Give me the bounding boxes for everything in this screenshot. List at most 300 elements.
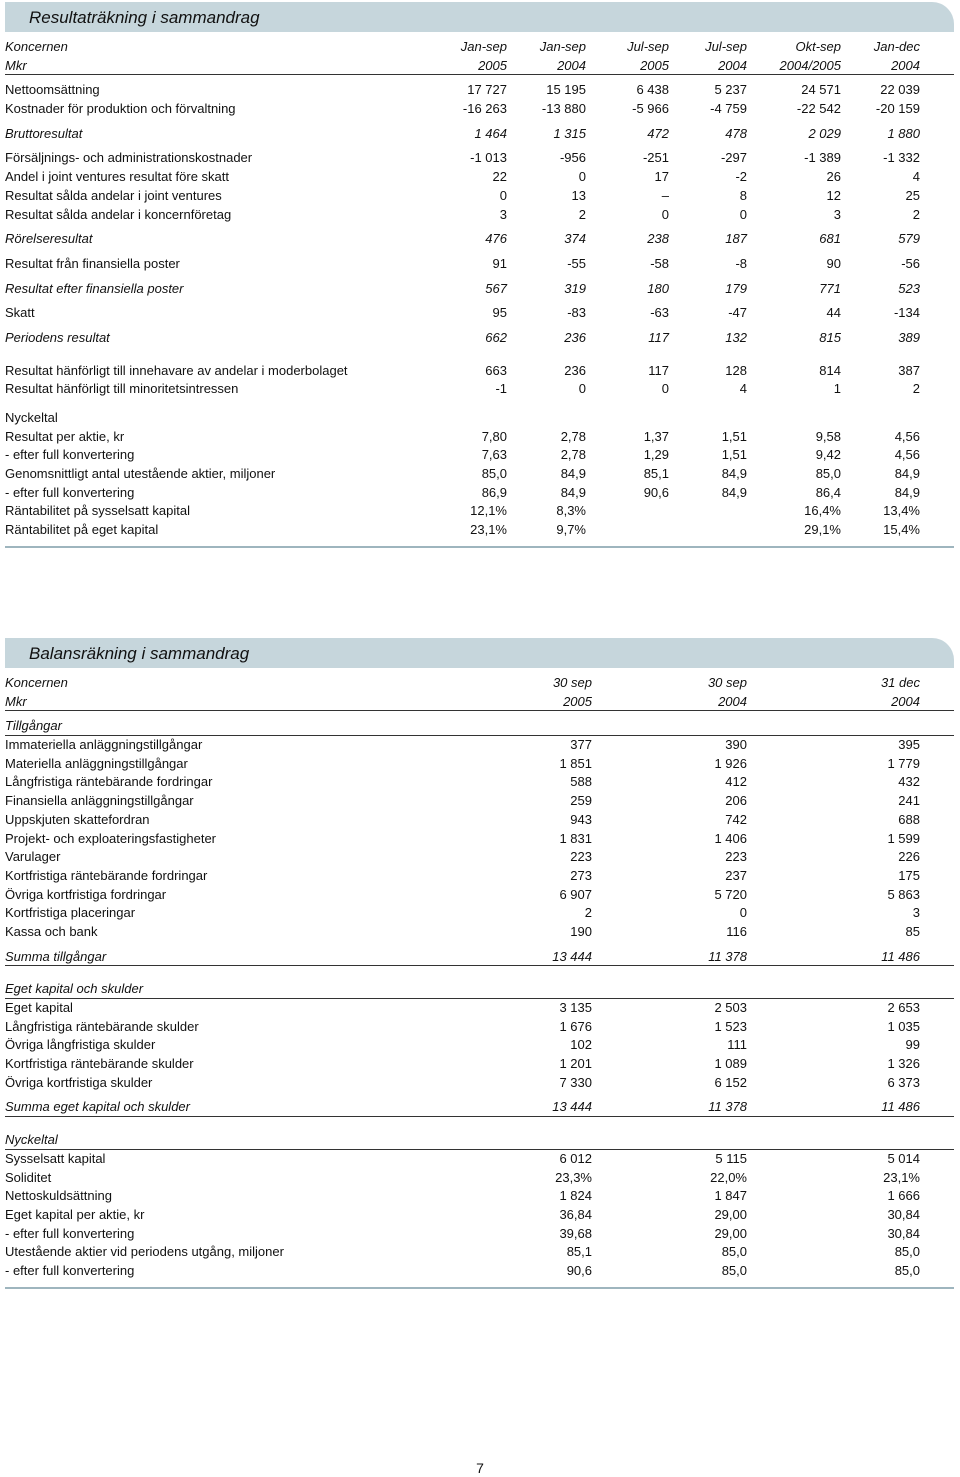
row-label: Eget kapital — [5, 1000, 73, 1015]
row-value-col-1: 2005 — [563, 693, 592, 709]
row-value-col-1: 6 907 — [559, 886, 592, 902]
balance-nyckeltal-title — [5, 1131, 954, 1150]
income-statement-table — [5, 38, 954, 548]
row-value-col-6: 389 — [898, 329, 920, 345]
income-nyckeltal-row — [5, 428, 954, 447]
balance-nyckeltal-row — [5, 1206, 954, 1225]
row-value-col-4: 84,9 — [721, 466, 747, 482]
row-value-col-5: 815 — [819, 329, 841, 345]
row-value-col-3: 1 326 — [887, 1056, 920, 1072]
row-value-col-6: 2004 — [891, 57, 920, 73]
row-value-col-1: 85,0 — [481, 466, 507, 482]
row-value-col-3: 5 863 — [887, 886, 920, 902]
row-value-col-1: 7,63 — [481, 447, 507, 463]
row-value-col-2: 6 152 — [714, 1074, 747, 1090]
row-value-col-3: – — [661, 187, 669, 203]
row-value-col-3: 238 — [647, 231, 669, 247]
row-value-col-6: -56 — [901, 255, 920, 271]
row-value-col-3: -5 966 — [632, 101, 669, 117]
row-value-col-5: -22 542 — [796, 101, 841, 117]
row-value-col-2: 9,7% — [556, 522, 586, 538]
row-label: Resultat från finansiella poster — [5, 255, 180, 271]
row-value-col-2: 11 378 — [708, 1099, 747, 1115]
income-row — [5, 81, 954, 100]
row-value-col-5: 12 — [826, 187, 841, 203]
balance-bottom-rule — [5, 1287, 954, 1289]
row-value-col-3: 1,37 — [643, 428, 669, 444]
row-value-col-2: 236 — [564, 329, 586, 345]
row-value-col-5: 24 571 — [801, 82, 841, 98]
row-value-col-5: 2004/2005 — [779, 57, 841, 73]
row-value-col-2: 15 195 — [546, 82, 586, 98]
row-value-col-4: 4 — [739, 381, 747, 397]
row-value-col-4: -47 — [728, 305, 747, 321]
row-value-col-6: 15,4% — [883, 522, 920, 538]
row-value-col-3: 85,1 — [643, 466, 669, 482]
row-value-col-2: 237 — [725, 867, 747, 883]
row-value-col-3: 2 653 — [887, 1000, 920, 1015]
row-value-col-6: 13,4% — [883, 503, 920, 519]
row-label: Resultat hänförligt till minoritetsintressen — [5, 381, 239, 397]
row-value-col-4: 0 — [739, 206, 747, 222]
row-value-col-2: 84,9 — [560, 484, 586, 500]
balance-nyckeltal-row — [5, 1262, 954, 1281]
balance-assets-total — [5, 948, 954, 967]
income-row — [5, 206, 954, 225]
row-label: Nettoomsättning — [5, 82, 100, 98]
balance-sheet-table — [5, 674, 954, 1289]
row-label: Övriga långfristiga skulder — [5, 1037, 156, 1053]
row-value-col-3: 85,0 — [894, 1244, 920, 1260]
row-value-col-3: -251 — [642, 150, 669, 166]
row-value-col-6: 579 — [898, 231, 920, 247]
row-value-col-5: 3 — [833, 206, 841, 222]
row-value-col-1: 1 464 — [474, 125, 507, 141]
row-value-col-2: 374 — [564, 231, 586, 247]
row-label: Skatt — [5, 305, 35, 321]
row-value-col-2: 30 sep — [707, 675, 747, 690]
row-value-col-3: 90,6 — [643, 484, 669, 500]
row-value-col-4: 1,51 — [721, 447, 747, 463]
balance-asset-row — [5, 848, 954, 867]
row-value-col-1: 1 831 — [559, 830, 592, 846]
row-value-col-4: 128 — [725, 362, 747, 378]
row-label: Soliditet — [5, 1169, 52, 1185]
row-value-col-1: 662 — [485, 329, 507, 345]
row-label: Finansiella anläggningstillgångar — [5, 793, 194, 809]
row-value-col-2: 85,0 — [721, 1244, 747, 1260]
row-label: Resultat efter finansiella poster — [5, 280, 184, 296]
row-value-col-3: 3 — [912, 905, 920, 921]
row-value-col-4: 132 — [725, 329, 747, 345]
row-label: - efter full konvertering — [5, 484, 135, 500]
row-label: Andel i joint ventures resultat före skatt — [5, 169, 230, 185]
row-value-col-2: 29,00 — [714, 1206, 747, 1222]
row-value-col-1: 23,3% — [555, 1169, 592, 1185]
row-label: Eget kapital och skulder — [5, 981, 144, 997]
balance-nyckeltal-row — [5, 1150, 954, 1169]
row-value-col-6: 2 — [912, 381, 920, 397]
row-value-col-1: Jan-sep — [460, 39, 507, 54]
row-value-col-3: 180 — [647, 280, 669, 296]
row-value-col-2: -83 — [567, 305, 586, 321]
row-label: Periodens resultat — [5, 329, 110, 345]
row-value-col-3: Jul-sep — [627, 39, 669, 54]
row-value-col-5: 9,42 — [815, 447, 841, 463]
row-label: Långfristiga räntebärande fordringar — [5, 774, 213, 790]
balance-header-row-2 — [5, 693, 954, 712]
row-label: Nyckeltal — [5, 410, 58, 425]
row-value-col-2: 29,00 — [714, 1225, 747, 1241]
balance-nyckeltal-row — [5, 1225, 954, 1244]
row-value-col-2: 206 — [725, 793, 747, 809]
row-value-col-2: 85,0 — [721, 1262, 747, 1278]
row-label: Kortfristiga placeringar — [5, 905, 136, 921]
row-value-col-6: -20 159 — [875, 101, 920, 117]
row-value-col-2: 2004 — [718, 693, 747, 709]
row-value-col-3: 432 — [898, 774, 920, 790]
row-value-col-6: -1 332 — [883, 150, 920, 166]
row-value-col-1: 476 — [485, 231, 507, 247]
row-value-col-5: 814 — [819, 362, 841, 378]
row-value-col-6: 523 — [898, 280, 920, 296]
row-value-col-1: 663 — [485, 362, 507, 378]
row-value-col-4: Jul-sep — [705, 39, 747, 54]
row-value-col-6: 2 — [912, 206, 920, 222]
row-value-col-1: 259 — [570, 793, 592, 809]
row-value-col-1: 91 — [492, 255, 507, 271]
balance-asset-row — [5, 736, 954, 755]
row-value-col-3: 0 — [661, 206, 669, 222]
row-value-col-6: 25 — [905, 187, 920, 203]
row-value-col-1: 190 — [570, 923, 592, 939]
row-label: Resultat per aktie, kr — [5, 428, 125, 444]
row-label: Summa eget kapital och skulder — [5, 1099, 190, 1115]
income-row — [5, 304, 954, 323]
row-value-col-1: 3 135 — [559, 1000, 592, 1015]
row-value-col-1: -1 013 — [470, 150, 507, 166]
row-value-col-4: 8 — [739, 187, 747, 203]
income-bottom-rule — [5, 546, 954, 548]
row-value-col-6: 1 880 — [887, 125, 920, 141]
row-value-col-1: 588 — [570, 774, 592, 790]
row-value-col-1: 1 824 — [559, 1188, 592, 1204]
row-value-col-3: 11 486 — [881, 1099, 920, 1115]
row-value-col-3: 0 — [661, 381, 669, 397]
row-value-col-3: 241 — [898, 793, 920, 809]
balance-liab-row — [5, 999, 954, 1018]
row-value-col-2: 13 — [571, 187, 586, 203]
row-value-col-2: 2,78 — [560, 428, 586, 444]
row-value-col-2: -956 — [559, 150, 586, 166]
income-row — [5, 329, 954, 348]
row-label: Projekt- och exploateringsfastigheter — [5, 830, 217, 846]
balance-header-row-1 — [5, 674, 954, 693]
row-value-col-5: 85,0 — [815, 466, 841, 482]
row-value-col-3: 99 — [905, 1037, 920, 1053]
income-row — [5, 149, 954, 168]
balance-asset-row — [5, 830, 954, 849]
row-label: Eget kapital per aktie, kr — [5, 1206, 145, 1222]
row-label: Utestående aktier vid periodens utgång, miljoner — [5, 1244, 284, 1260]
income-statement-title-band — [5, 2, 954, 32]
balance-nyckeltal-row — [5, 1187, 954, 1206]
row-value-col-2: -55 — [567, 255, 586, 271]
row-value-col-3: 6 438 — [636, 82, 669, 98]
row-label: Tillgångar — [5, 718, 62, 734]
row-value-col-4: -297 — [720, 150, 747, 166]
row-label: Kortfristiga räntebärande skulder — [5, 1056, 194, 1072]
row-value-col-2: 1 406 — [714, 830, 747, 846]
row-value-col-4: 179 — [725, 280, 747, 296]
row-value-col-6: 84,9 — [894, 484, 920, 500]
row-value-col-2: 22,0% — [710, 1169, 747, 1185]
income-row — [5, 100, 954, 119]
row-value-col-5: 9,58 — [815, 428, 841, 444]
row-value-col-2: 1 847 — [714, 1188, 747, 1204]
balance-asset-row — [5, 811, 954, 830]
balance-liab-row — [5, 1018, 954, 1037]
page-number: 7 — [476, 1460, 484, 1476]
balance-nyckeltal-row — [5, 1169, 954, 1188]
row-value-col-6: 387 — [898, 362, 920, 378]
balance-liab-row — [5, 1036, 954, 1055]
income-nyckeltal-row — [5, 446, 954, 465]
row-value-col-4: 1,51 — [721, 428, 747, 444]
row-value-col-3: 31 dec — [880, 675, 920, 690]
row-value-col-1: 3 — [499, 206, 507, 222]
row-value-col-3: 117 — [648, 329, 669, 345]
income-row — [5, 380, 954, 399]
row-label: Räntabilitet på eget kapital — [5, 522, 159, 538]
row-value-col-3: 1 035 — [887, 1018, 920, 1034]
row-value-col-5: 90 — [826, 255, 841, 271]
row-value-col-3: 11 486 — [881, 948, 920, 964]
row-value-col-1: 1 676 — [559, 1018, 592, 1034]
row-label: Mkr — [5, 693, 27, 709]
row-value-col-1: 86,9 — [481, 484, 507, 500]
row-value-col-6: 4 — [912, 169, 920, 185]
row-value-col-1: 102 — [570, 1037, 592, 1053]
row-value-col-3: 2004 — [891, 693, 920, 709]
row-label: Bruttoresultat — [5, 125, 83, 141]
row-value-col-6: 22 039 — [880, 82, 920, 98]
row-value-col-1: 13 444 — [552, 1099, 592, 1115]
row-value-col-3: 1 779 — [887, 755, 920, 771]
row-value-col-2: 2 — [578, 206, 586, 222]
row-value-col-1: -16 263 — [462, 101, 507, 117]
row-value-col-1: 17 727 — [467, 82, 507, 98]
row-value-col-2: 412 — [725, 774, 747, 790]
balance-asset-row — [5, 867, 954, 886]
row-label: Räntabilitet på sysselsatt kapital — [5, 503, 190, 519]
balance-asset-row — [5, 923, 954, 942]
row-label: Övriga kortfristiga fordringar — [5, 886, 167, 902]
row-value-col-3: 1 666 — [887, 1188, 920, 1204]
row-label: Resultat sålda andelar i joint ventures — [5, 187, 222, 203]
row-value-col-2: -13 880 — [541, 101, 586, 117]
income-statement-title: Resultaträkning i sammandrag — [29, 8, 260, 27]
row-value-col-1: 7,80 — [481, 428, 507, 444]
row-value-col-6: 4,56 — [894, 447, 920, 463]
row-value-col-2: 1 523 — [714, 1018, 747, 1034]
balance-liab-total — [5, 1098, 954, 1117]
row-label: Uppskjuten skattefordran — [5, 811, 150, 827]
row-value-col-3: 688 — [898, 811, 920, 827]
income-nyckeltal-title — [5, 409, 954, 428]
row-value-col-2: 5 720 — [714, 886, 747, 902]
row-value-col-4: 2004 — [718, 57, 747, 73]
balance-sheet-title-band — [5, 638, 954, 668]
row-value-col-2: 1 089 — [714, 1056, 747, 1072]
row-label: Varulager — [5, 849, 61, 865]
row-value-col-4: -2 — [735, 169, 747, 185]
balance-sheet-section — [5, 638, 954, 1289]
row-value-col-3: 2005 — [640, 57, 669, 73]
row-value-col-5: 1 — [833, 381, 841, 397]
row-value-col-4: 478 — [725, 125, 747, 141]
row-value-col-6: -134 — [893, 305, 920, 321]
row-value-col-2: 1 926 — [714, 755, 747, 771]
row-label: Koncernen — [5, 39, 68, 54]
income-row — [5, 362, 954, 381]
row-value-col-5: -1 389 — [804, 150, 841, 166]
row-value-col-5: 29,1% — [804, 522, 841, 538]
row-value-col-1: 1 201 — [559, 1056, 592, 1072]
row-value-col-1: 36,84 — [559, 1206, 592, 1222]
row-label: Försäljnings- och administrationskostnader — [5, 150, 253, 166]
row-value-col-1: 943 — [570, 811, 592, 827]
row-value-col-1: 377 — [570, 737, 592, 753]
row-value-col-1: 2 — [584, 905, 592, 921]
row-value-col-2: 236 — [564, 362, 586, 378]
row-value-col-2: 11 378 — [708, 948, 747, 964]
row-value-col-2: 0 — [578, 381, 586, 397]
row-value-col-3: 1,29 — [643, 447, 669, 463]
row-value-col-1: 567 — [485, 280, 507, 296]
income-nyckeltal-row — [5, 484, 954, 503]
row-value-col-5: Okt-sep — [795, 39, 841, 54]
income-row — [5, 187, 954, 206]
row-label: Resultat hänförligt till innehavare av andelar i moderbolaget — [5, 362, 348, 378]
row-value-col-2: 5 115 — [715, 1150, 747, 1166]
row-value-col-2: 8,3% — [556, 503, 586, 519]
balance-liab-title — [5, 980, 954, 999]
income-statement-section — [5, 2, 954, 548]
row-value-col-6: Jan-dec — [873, 39, 920, 54]
row-value-col-1: 2005 — [478, 57, 507, 73]
row-value-col-3: 85 — [905, 923, 920, 939]
row-label: Kostnader för produktion och förvaltning — [5, 101, 236, 117]
balance-sheet-title: Balansräkning i sammandrag — [29, 644, 250, 663]
row-value-col-2: 319 — [564, 280, 586, 296]
row-value-col-3: 30,84 — [887, 1225, 920, 1241]
row-value-col-3: 6 373 — [887, 1074, 920, 1090]
row-value-col-2: 0 — [578, 169, 586, 185]
row-value-col-3: 23,1% — [883, 1169, 920, 1185]
row-label: - efter full konvertering — [5, 447, 135, 463]
row-value-col-2: 84,9 — [560, 466, 586, 482]
row-value-col-5: 771 — [819, 280, 841, 296]
row-value-col-2: 116 — [726, 923, 747, 939]
row-value-col-6: 84,9 — [894, 466, 920, 482]
row-value-col-1: 85,1 — [566, 1244, 592, 1260]
row-value-col-4: 187 — [725, 231, 747, 247]
row-label: Summa tillgångar — [5, 948, 107, 964]
row-value-col-5: 86,4 — [815, 484, 841, 500]
row-label: Immateriella anläggningstillgångar — [5, 737, 203, 753]
income-row — [5, 230, 954, 249]
balance-liab-row — [5, 1074, 954, 1093]
row-value-col-2: 1 315 — [553, 125, 586, 141]
row-value-col-2: 0 — [739, 905, 747, 921]
row-value-col-5: 16,4% — [804, 503, 841, 519]
row-value-col-1: 223 — [570, 849, 592, 865]
income-nyckeltal-row — [5, 502, 954, 521]
row-value-col-1: 23,1% — [470, 522, 507, 538]
row-value-col-1: 6 012 — [559, 1150, 592, 1166]
row-label: Kassa och bank — [5, 923, 98, 939]
row-value-col-2: 2004 — [557, 57, 586, 73]
balance-asset-row — [5, 773, 954, 792]
row-value-col-5: 2 029 — [808, 125, 841, 141]
balance-liab-row — [5, 1055, 954, 1074]
row-value-col-1: 1 851 — [559, 755, 592, 771]
balance-asset-row — [5, 792, 954, 811]
row-label: Koncernen — [5, 675, 68, 690]
row-value-col-3: 226 — [898, 849, 920, 865]
row-value-col-1: 0 — [499, 187, 507, 203]
row-label: Långfristiga räntebärande skulder — [5, 1018, 199, 1034]
row-value-col-2: 390 — [725, 737, 747, 753]
row-value-col-3: 30,84 — [887, 1206, 920, 1222]
row-value-col-1: 7 330 — [559, 1074, 592, 1090]
row-value-col-1: 22 — [492, 169, 507, 185]
row-value-col-4: -4 759 — [710, 101, 747, 117]
row-label: - efter full konvertering — [5, 1262, 135, 1278]
row-value-col-3: 117 — [648, 362, 669, 378]
row-value-col-3: 395 — [898, 737, 920, 753]
row-label: - efter full konvertering — [5, 1225, 135, 1241]
row-value-col-3: 5 014 — [887, 1150, 920, 1166]
row-value-col-2: 111 — [727, 1037, 747, 1053]
row-value-col-5: 44 — [826, 305, 841, 321]
row-value-col-1: 30 sep — [552, 675, 592, 690]
row-label: Rörelseresultat — [5, 231, 93, 247]
row-value-col-4: -8 — [735, 255, 747, 271]
row-value-col-3: 472 — [647, 125, 669, 141]
row-value-col-3: 1 599 — [887, 830, 920, 846]
row-value-col-1: 12,1% — [470, 503, 507, 519]
row-label: Materiella anläggningstillgångar — [5, 755, 188, 771]
row-value-col-1: -1 — [495, 381, 507, 397]
row-value-col-6: 4,56 — [894, 428, 920, 444]
row-label: Nyckeltal — [5, 1132, 58, 1148]
row-value-col-3: -58 — [650, 255, 669, 271]
row-label: Resultat sålda andelar i koncernföretag — [5, 206, 232, 222]
income-row — [5, 280, 954, 299]
row-value-col-3: 175 — [898, 867, 920, 883]
row-label: Genomsnittligt antal utestående aktier, miljoner — [5, 466, 276, 482]
row-value-col-2: 2,78 — [560, 447, 586, 463]
balance-asset-row — [5, 755, 954, 774]
row-value-col-5: 681 — [819, 231, 841, 247]
row-value-col-4: 84,9 — [721, 484, 747, 500]
row-label: Sysselsatt kapital — [5, 1150, 106, 1166]
income-header-row-2 — [5, 57, 954, 76]
row-value-col-2: 2 503 — [714, 1000, 747, 1015]
income-row — [5, 125, 954, 144]
